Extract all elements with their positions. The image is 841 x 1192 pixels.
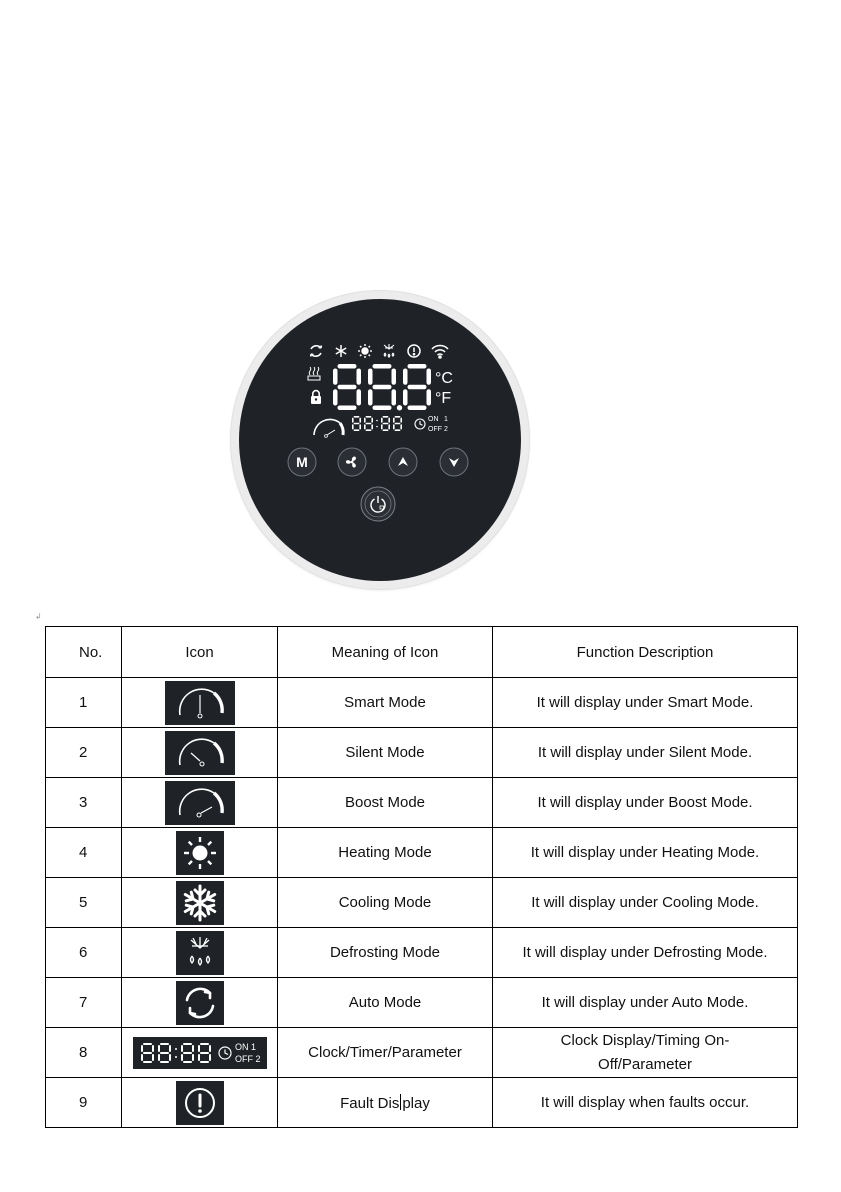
digit-segment <box>200 1052 209 1054</box>
row-number: 2 <box>46 728 122 778</box>
digit-segment <box>373 406 392 411</box>
digit-segment <box>408 385 427 390</box>
timer-off-number: 2 <box>444 426 448 433</box>
silent-mode-gauge-icon <box>165 731 235 775</box>
digit-segment <box>354 429 360 431</box>
digit-segment <box>388 424 390 429</box>
row-description: It will display under Cooling Mode. <box>493 878 798 928</box>
row-meaning-part2: play <box>402 1094 430 1112</box>
row-meaning <box>278 1078 493 1128</box>
table-header-row <box>46 627 798 678</box>
digit-segment <box>366 416 372 418</box>
digit-segment <box>395 416 401 418</box>
header-meaning: Meaning of Icon <box>278 627 493 678</box>
row-number: 9 <box>46 1078 122 1128</box>
row-meaning: Auto Mode <box>278 978 493 1028</box>
digit-segment <box>400 424 402 429</box>
table-clock-digit <box>141 1043 154 1063</box>
table-clock-digit <box>198 1043 211 1063</box>
fan-button[interactable] <box>338 448 366 476</box>
table-clock-colon-dot <box>175 1048 177 1050</box>
clock-colon-dot <box>376 420 378 422</box>
digit-segment <box>408 364 427 369</box>
row-icon-cell <box>122 1078 278 1128</box>
digit-segment <box>395 423 401 425</box>
digit-segment <box>373 385 392 390</box>
digit-segment <box>403 389 408 405</box>
digit-segment <box>371 424 373 429</box>
digit-segment <box>352 424 354 429</box>
unit-fahrenheit-label: °F <box>435 390 452 407</box>
digit-segment <box>366 429 372 431</box>
fault-icon <box>176 1081 224 1125</box>
digit-segment <box>143 1043 152 1045</box>
digit-segment <box>393 418 395 423</box>
digit-segment <box>160 1061 169 1063</box>
digit-segment <box>209 1045 211 1052</box>
clock-colon-dot <box>376 426 378 428</box>
row-description: It will display when faults occur. <box>493 1078 798 1128</box>
digit-segment <box>158 1045 160 1052</box>
digit-segment <box>354 423 360 425</box>
digit-segment <box>403 369 408 385</box>
digit-segment <box>192 1045 194 1052</box>
table-off-label: OFF 2 <box>234 1053 261 1064</box>
table-row <box>46 878 798 928</box>
boost-mode-gauge-icon <box>165 781 235 825</box>
sun-icon <box>176 831 224 875</box>
defrost-icon <box>176 931 224 975</box>
row-description: It will display under Defrosting Mode. <box>493 928 798 978</box>
row-icon-cell <box>122 878 278 928</box>
table-row <box>46 828 798 878</box>
row-icon-cell <box>122 678 278 728</box>
row-number: 1 <box>46 678 122 728</box>
row-icon-cell <box>122 778 278 828</box>
row-number: 7 <box>46 978 122 1028</box>
digit-segment <box>198 1045 200 1052</box>
row-number: 4 <box>46 828 122 878</box>
row-description: It will display under Silent Mode. <box>493 728 798 778</box>
controller-panel <box>239 299 521 581</box>
margin-mark: ↲ <box>35 612 42 621</box>
table-row <box>46 928 798 978</box>
row-meaning-part1: Fault Dis <box>340 1094 400 1112</box>
digit-segment <box>427 389 432 405</box>
row-meaning: Smart Mode <box>278 678 493 728</box>
digit-segment <box>152 1054 154 1061</box>
digit-segment <box>395 429 401 431</box>
row-icon-cell <box>122 728 278 778</box>
table-clock-digits <box>141 1043 211 1063</box>
row-meaning: Heating Mode <box>278 828 493 878</box>
row-number: 5 <box>46 878 122 928</box>
row-number: 6 <box>46 928 122 978</box>
digit-segment <box>158 1054 160 1061</box>
mode-button[interactable] <box>288 448 316 476</box>
digit-segment <box>352 418 354 423</box>
digit-segment <box>200 1061 209 1063</box>
digit-segment <box>393 424 395 429</box>
row-meaning: Defrosting Mode <box>278 928 493 978</box>
smart-mode-gauge-icon <box>165 681 235 725</box>
row-description: It will display under Heating Mode. <box>493 828 798 878</box>
mode-button-label: M <box>296 454 308 470</box>
digit-segment <box>381 418 383 423</box>
row-icon-cell <box>122 978 278 1028</box>
digit-segment <box>357 369 362 385</box>
digit-segment <box>383 416 389 418</box>
digit-segment <box>371 418 373 423</box>
digit-segment <box>183 1043 192 1045</box>
digit-segment <box>381 424 383 429</box>
digit-segment <box>392 369 397 385</box>
row-description <box>493 1028 798 1078</box>
digit-segment <box>338 385 357 390</box>
digit-segment <box>427 369 432 385</box>
digit-segment <box>354 416 360 418</box>
main-decimal-point <box>397 405 402 410</box>
digit-segment <box>392 389 397 405</box>
digit-segment <box>333 389 338 405</box>
digit-segment <box>383 423 389 425</box>
digit-segment <box>181 1054 183 1061</box>
clock-display-icon <box>133 1037 267 1069</box>
row-description-line2: Off/Parameter <box>598 1055 692 1073</box>
row-description-line1: Clock Display/Timing On- <box>560 1031 730 1049</box>
digit-segment <box>364 424 366 429</box>
timer-on-label: ON <box>428 416 439 423</box>
table-row <box>46 1028 798 1078</box>
icon-meaning-table <box>45 626 798 1128</box>
row-icon-cell <box>122 828 278 878</box>
row-icon-cell <box>122 1028 278 1078</box>
digit-segment <box>388 418 390 423</box>
digit-segment <box>181 1045 183 1052</box>
digit-segment <box>400 418 402 423</box>
table-clock-colon-dot <box>175 1056 177 1058</box>
row-icon-cell <box>122 928 278 978</box>
digit-segment <box>143 1052 152 1054</box>
header-description: Function Description <box>493 627 798 678</box>
digit-segment <box>200 1043 209 1045</box>
controller-face <box>230 290 530 590</box>
unit-celsius-label: °C <box>435 370 453 387</box>
timer-on-number: 1 <box>444 416 448 423</box>
digit-segment <box>359 418 361 423</box>
auto-cycle-icon <box>176 981 224 1025</box>
power-button[interactable] <box>361 487 395 521</box>
digit-segment <box>141 1054 143 1061</box>
digit-segment <box>373 364 392 369</box>
digit-segment <box>152 1045 154 1052</box>
digit-segment <box>383 429 389 431</box>
row-meaning: Silent Mode <box>278 728 493 778</box>
table-row <box>46 978 798 1028</box>
row-number: 8 <box>46 1028 122 1078</box>
digit-segment <box>198 1054 200 1061</box>
digit-segment <box>357 389 362 405</box>
digit-segment <box>169 1054 171 1061</box>
header-no: No. <box>46 627 122 678</box>
row-meaning: Clock/Timer/Parameter <box>278 1028 493 1078</box>
digit-segment <box>183 1061 192 1063</box>
row-meaning: Cooling Mode <box>278 878 493 928</box>
digit-segment <box>183 1052 192 1054</box>
down-button[interactable] <box>440 448 468 476</box>
digit-segment <box>408 406 427 411</box>
snowflake-icon <box>176 881 224 925</box>
digit-segment <box>366 423 372 425</box>
digit-segment <box>333 369 338 385</box>
table-clock-digit <box>181 1043 194 1063</box>
digit-segment <box>368 389 373 405</box>
digit-segment <box>169 1045 171 1052</box>
digit-segment <box>192 1054 194 1061</box>
row-description: It will display under Smart Mode. <box>493 678 798 728</box>
table-row <box>46 678 798 728</box>
controller-bezel <box>230 290 530 590</box>
digit-segment <box>143 1061 152 1063</box>
digit-segment <box>364 418 366 423</box>
row-meaning: Boost Mode <box>278 778 493 828</box>
table-on-label: ON 1 <box>234 1041 256 1052</box>
row-number: 3 <box>46 778 122 828</box>
digit-segment <box>141 1045 143 1052</box>
row-description: It will display under Boost Mode. <box>493 778 798 828</box>
digit-segment <box>160 1052 169 1054</box>
digit-segment <box>209 1054 211 1061</box>
table-row <box>46 1078 798 1128</box>
table-row <box>46 728 798 778</box>
timer-off-label: OFF <box>428 426 442 433</box>
table-row <box>46 778 798 828</box>
digit-segment <box>359 424 361 429</box>
table-clock-digit <box>158 1043 171 1063</box>
header-icon: Icon <box>122 627 278 678</box>
up-button[interactable] <box>389 448 417 476</box>
digit-segment <box>338 364 357 369</box>
digit-segment <box>160 1043 169 1045</box>
digit-segment <box>368 369 373 385</box>
table-timer-clock-icon <box>219 1047 231 1059</box>
row-description: It will display under Auto Mode. <box>493 978 798 1028</box>
digit-segment <box>338 406 357 411</box>
